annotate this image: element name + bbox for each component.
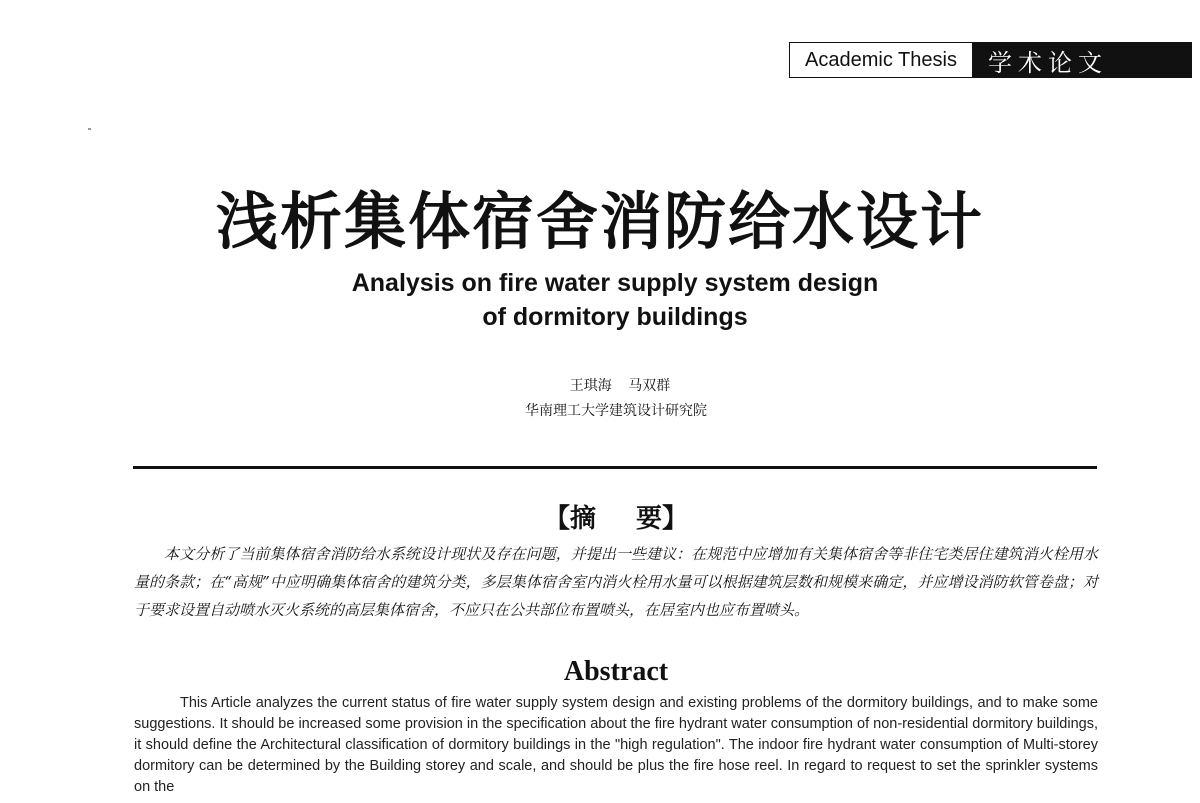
- author-affiliation: 华南理工大学建筑设计研究院: [525, 403, 707, 419]
- title-english-line-1: Analysis on fire water supply system design: [351, 269, 879, 297]
- title-english-line-2: of dormitory buildings: [482, 303, 748, 331]
- abstract-chinese-heading: [0, 498, 1200, 535]
- section-tag: [789, 42, 1192, 78]
- abstract-chinese-text: 本文分析了当前集体宿舍消防给水系统设计现状及存在问题，并提出一些建议：在规范中应增加有关集体宿舍等非住宅类居住建筑消火栓用水量的条款；在“高规”中应明确集体宿舍的建筑分类，多层集体宿舍室内消火栓用水量可以根据建筑层数和规模来确定，并应增设消防软管卷盘；对于要求设置自动喷水灭火系统的高层集体宿舍，不应只在公共部位布置喷头，在居室内也应布置喷头。: [134, 545, 1098, 619]
- abstract-english-heading: Abstract: [563, 656, 669, 687]
- abstract-chinese-body: [134, 540, 1098, 624]
- abstract-english-body: [134, 693, 1098, 798]
- section-tag-chinese: 学术论文: [972, 43, 1191, 77]
- title-chinese: 浅析集体宿舍消防给水设计: [215, 185, 984, 258]
- abstract-chinese-heading-left: 【摘: [543, 504, 596, 534]
- author-names: 王琪海 马双群: [569, 378, 671, 394]
- section-tag-english: Academic Thesis: [790, 43, 972, 77]
- header-divider: [133, 466, 1097, 469]
- margin-mark: [88, 128, 91, 130]
- abstract-chinese-heading-right: 要】: [636, 504, 689, 534]
- title-english: [0, 266, 1200, 334]
- abstract-english-text: This Article analyzes the current status of fire water supply system design and existing problems of the dormitory buildings, and to make some suggestions. It should be increased some provision in the specification about the fire hydrant water consumption of non-residential dormitory buildings, it should define the Architectural classification of dormitory buildings in the "high regulation". The indoor fire hydrant water consumption of Multi-storey dormitory can be determined by the Building storey and scale, and should be plus the fire hose reel. In regard to request to set the sprinkler systems on the: [134, 695, 1098, 795]
